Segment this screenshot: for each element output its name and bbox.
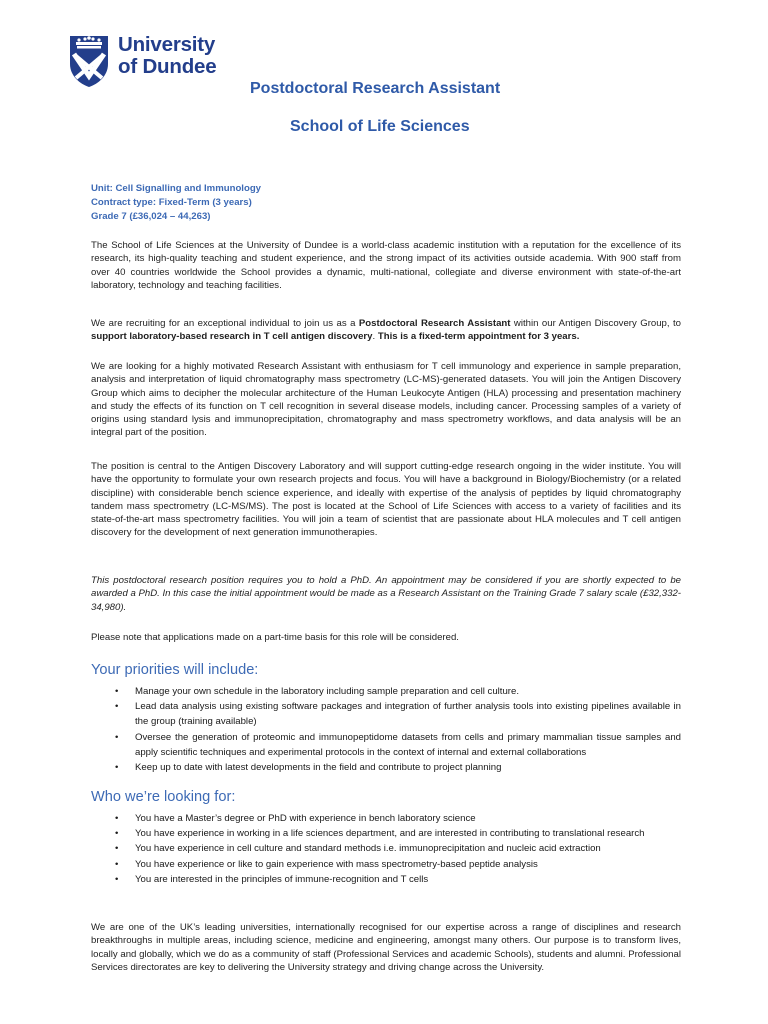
list-item: [91, 872, 681, 887]
bullet-icon: •: [115, 762, 119, 774]
list-item-text: You have a Master’s degree or PhD with experience in bench laboratory science: [135, 813, 476, 824]
list-item: [91, 699, 681, 729]
phd-paragraph: [91, 574, 681, 614]
priorities-heading: Your priorities will include:: [91, 662, 259, 678]
recruit-text: [91, 317, 681, 344]
list-item: [91, 857, 681, 872]
job-meta: [91, 182, 261, 224]
recruit-role: Postdoctoral Research Assistant: [358, 318, 511, 329]
grade-line: Grade 7 (£36,024 – 44,263): [91, 211, 211, 222]
recruit-text-a: We are recruiting for an exceptional individual to join us as a: [91, 318, 359, 329]
looking-text: We are looking for a highly motivated Research Assistant with enthusiasm for T cell immunology and experience in sample preparation, analysis and interpretation of liquid chromatography mass spectrometry (LC-MS)-generated datasets. You will join the Antigen Discovery Group which aims to decipher the molecular architecture of the Human Leukocyte Antigen (HLA) processing and presentation machinery and study the effects of its function on T cell recognition in several disease models, including cancer. Processing samples of a variety of origins using standard lysis and immunoprecipitation, chromatography and mass spectrometry workflows, and data analysis will be an integral part of the position.: [91, 361, 681, 439]
bullet-icon: •: [115, 731, 119, 743]
parttime-text: Please note that applications made on a part-time basis for this role will be considered.: [91, 632, 459, 643]
closing-text: We are one of the UK’s leading universities, internationally recognised for our expertise across a range of disciplines and research breakthroughs in multiple areas, including science, medicine and engineering, amongst many others. Our purpose is to transform lives, locally and globally, which we do as a community of staff (Professional Services and academic Schools), students and alumni. Professional Services directorates are key to delivering the University strategy and driving change across the University.: [91, 922, 681, 973]
list-item: [91, 684, 681, 699]
priorities-list: [91, 684, 681, 775]
list-item-text: You are interested in the principles of immune-recognition and T cells: [135, 873, 429, 885]
list-item-text: Lead data analysis using existing software packages and integration of further analysis tools into existing pipelines available in the group (training available): [135, 701, 681, 728]
closing-paragraph: [91, 921, 681, 974]
university-logo: [60, 26, 236, 98]
bullet-icon: •: [115, 813, 119, 824]
looking-for-heading: Who we’re looking for:: [91, 789, 236, 805]
parttime-paragraph: [91, 631, 681, 644]
list-item: [91, 730, 681, 760]
page-title: Postdoctoral Research Assistant: [250, 80, 501, 97]
position-text: The position is central to the Antigen Discovery Laboratory and will support cutting-edge research ongoing in the wider institute. You will have the opportunity to formulate your own research projects and focus. You will have a background in Biology/Biochemistry (or a related discipline) with considerable bench science experience, and ideally with expertise of the analysis of peptides by liquid chromatography tandem mass spectrometry (LC-MS/MS). The post is located at the School of Life Sciences with access to a variety of facilities and its state-of-the-art mass spectrometry facilities. You will join a team of scientist that are passionate about HLA molecules and T cell antigen discovery for the development of next generation immunotherapies.: [91, 461, 681, 539]
list-item-text: You have experience in cell culture and standard methods i.e. immunoprecipitation and nucleic acid extraction: [135, 843, 601, 855]
recruit-text-c: within our Antigen Discovery Group, to: [510, 318, 682, 329]
intro-text: The School of Life Sciences at the University of Dundee is a world-class academic institution with a reputation for the excellence of its research, its high-quality teaching and student experience, and the strong impact of its activities outside academia. With 900 staff from over 40 countries worldwide the School provides a dynamic, multi-national, collegiate and diverse environment with state-of-the-art laboratory, technology and teaching facilities.: [91, 240, 681, 291]
bullet-icon: •: [115, 873, 119, 885]
recruit-focus: support laboratory-based research in T cell antigen discovery: [91, 331, 373, 343]
logo-line-2: of Dundee: [118, 55, 217, 78]
phd-text: This postdoctoral research position requires you to hold a PhD. An appointment may be considered if you are shortly expected to be awarded a PhD. In this case the initial appointment would be made as a Research Assistant on the Training Grade 7 salary scale (£32,332-34,980).: [91, 575, 681, 613]
looking-paragraph: [91, 360, 681, 440]
looking-for-list: [91, 811, 681, 887]
contract-line: Contract type: Fixed-Term (3 years): [91, 197, 252, 208]
bullet-icon: •: [115, 828, 119, 840]
intro-paragraph: [91, 239, 681, 292]
university-crest-icon: [68, 34, 110, 88]
recruit-paragraph: [91, 317, 681, 344]
recruit-text-e: .: [372, 331, 378, 343]
list-item: [91, 841, 681, 856]
list-item-text: You have experience or like to gain experience with mass spectrometry-based peptide analysis: [135, 858, 538, 870]
logo-line-1: University: [118, 33, 216, 56]
unit-line: Unit: Cell Signalling and Immunology: [91, 183, 262, 194]
bullet-icon: •: [115, 686, 119, 697]
list-item-text: Oversee the generation of proteomic and immunopeptidome datasets from cells and primary mammalian tissue samples and apply scientific techniques and experimental protocols in the context of internal and external collaborations: [135, 731, 681, 758]
list-item-text: Manage your own schedule in the laboratory including sample preparation and cell culture.: [135, 686, 519, 697]
list-item: [91, 826, 681, 841]
list-item: [91, 811, 681, 826]
bullet-icon: •: [115, 843, 119, 855]
university-name: [118, 34, 216, 78]
bullet-icon: •: [115, 701, 119, 713]
page-subtitle: School of Life Sciences: [290, 118, 470, 135]
list-item: [91, 760, 681, 775]
position-paragraph: [91, 460, 681, 540]
list-item-text: Keep up to date with latest developments in the field and contribute to project planning: [135, 762, 502, 774]
list-item-text: You have experience in working in a life sciences department, and are interested in contributing to translational research: [135, 828, 645, 840]
bullet-icon: •: [115, 858, 119, 870]
recruit-term: This is a fixed-term appointment for 3 years.: [377, 331, 580, 343]
